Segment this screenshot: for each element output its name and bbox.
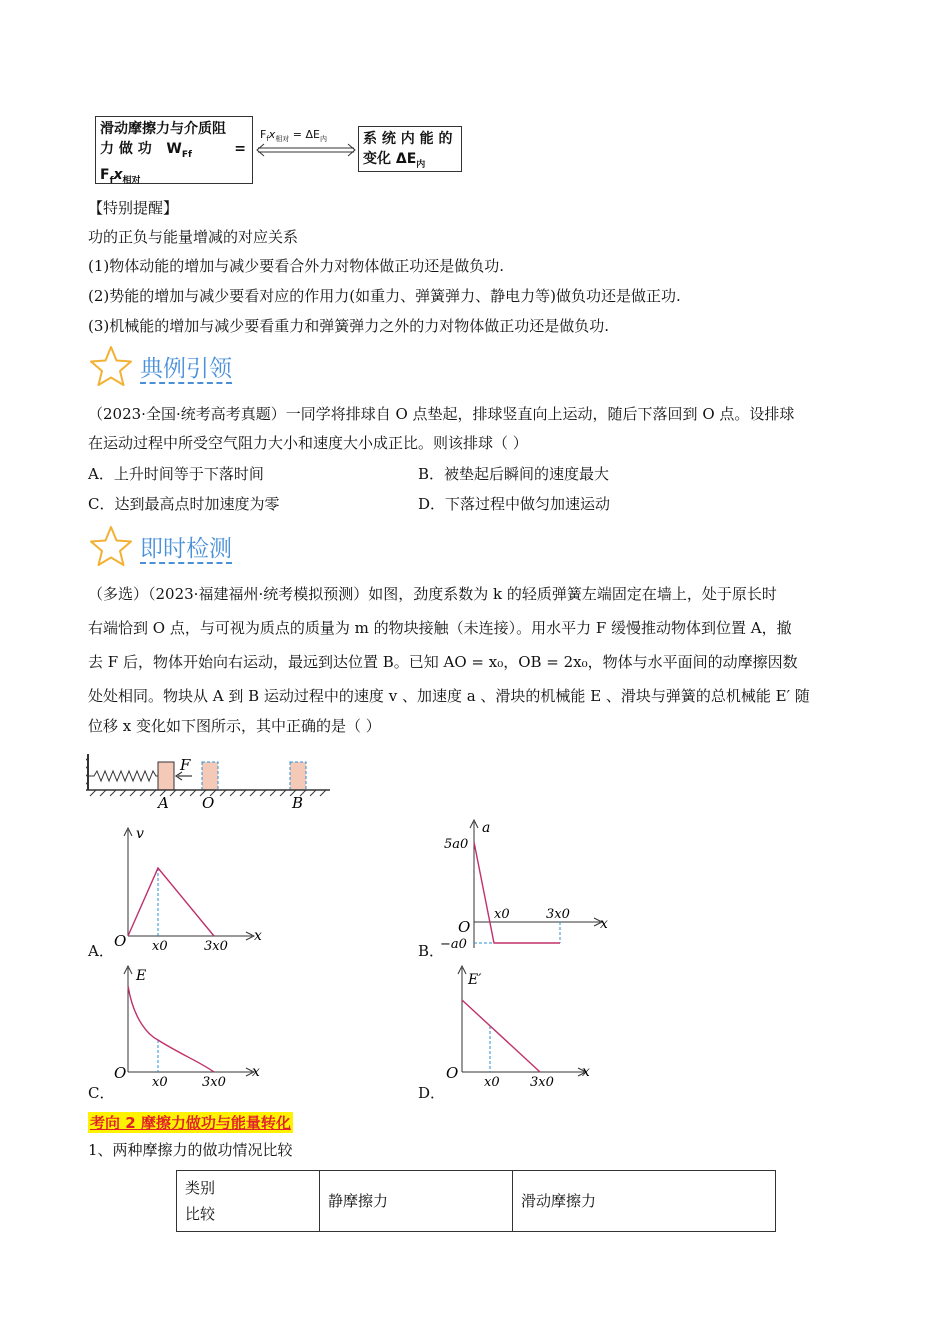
label-a: A (158, 794, 169, 812)
graph-a-3x0: 3x0 (204, 939, 228, 954)
label-b: B (292, 794, 304, 812)
graph-b (436, 816, 616, 958)
table-header-category-line1: 类别 (185, 1179, 216, 1197)
friction-work-box (95, 116, 253, 184)
arrow-label-xsub: 相对 (275, 135, 290, 144)
friction-work-line2 (100, 139, 248, 165)
reminder-item-2: (2)势能的增加与减少要看对应的作用力(如重力、弹簧弹力、静电力等)做负功还是做正功. (88, 287, 681, 305)
friction-work-eq: = (234, 141, 246, 157)
table-header-static: 静摩擦力 (320, 1171, 513, 1232)
arrow-label-fsub: f (266, 135, 269, 144)
graph-d-xlabel: x (582, 1064, 590, 1080)
internal-energy-line2-text: 变化 ΔE (363, 151, 417, 167)
graph-c-ylabel: E (136, 968, 147, 984)
spring (88, 771, 158, 781)
graph-a-origin: O (114, 932, 127, 950)
friction-work-line1: 滑动摩擦力与介质阻 (100, 121, 226, 137)
block-at-o (202, 762, 218, 790)
friction-work-line2-text: 力 做 功 W (100, 141, 182, 157)
graph-b-x0: x0 (494, 907, 510, 922)
label-force-f: F (180, 756, 191, 774)
graph-c-curve (128, 986, 214, 1072)
graph-c-origin: O (114, 1064, 127, 1082)
graph-a-x0: x0 (152, 939, 168, 954)
block-at-b (290, 762, 306, 790)
question1-line2: 在运动过程中所受空气阻力大小和速度大小成正比。则该排球（ ） (88, 434, 528, 452)
question1-option-c[interactable]: C．达到最高点时加速度为零 (88, 495, 280, 513)
star-icon (88, 524, 134, 568)
question2-line3: 去 F 后，物体开始向右运动，最远到达位置 B。已知 AO = x₀，OB = 2x₀，物体与水平面间的动摩擦因数 (88, 653, 798, 671)
question2-option-a[interactable]: A． (88, 942, 114, 960)
internal-energy-line1: 系 统 内 能 的 (363, 131, 453, 147)
arrow-label-F: F (260, 128, 267, 141)
question2-line2: 右端恰到 O 点，与可视为质点的质量为 m 的物块接触（未连接）。用水平力 F 缓慢推动物体到位置 A，撤 (88, 619, 792, 637)
graph-d (442, 962, 602, 1096)
table-header-category-line2: 比较 (185, 1205, 216, 1223)
graph-c (110, 962, 270, 1096)
section-heading-check (88, 524, 288, 568)
section-heading-example-text: 典例引领 (140, 356, 232, 382)
question2-line5: 位移 x 变化如下图所示，其中正确的是（ ） (88, 717, 381, 735)
friction-work-line3-x: x (113, 166, 123, 183)
double-arrow (254, 128, 358, 162)
graph-b-curve (474, 842, 560, 943)
graph-d-x0: x0 (484, 1075, 500, 1090)
graph-a-curve (128, 868, 214, 936)
question1-line1: （2023·全国·统考高考真题）一同学将排球自 O 点垫起，排球竖直向上运动，随后下落回到 O 点。设排球 (88, 405, 795, 423)
friction-work-line2-sub: Ff (181, 149, 192, 160)
question2-line1: （多选）（2023·福建福州·统考模拟预测）如图，劲度系数为 k 的轻质弹簧左端固定在墙上，处于原长时 (88, 585, 777, 603)
reminder-item-1: (1)物体动能的增加与减少要看合外力对物体做正功还是做负功. (88, 257, 505, 275)
question1-option-a[interactable]: A．上升时间等于下落时间 (88, 465, 264, 483)
topic-tag: 考向 2 摩擦力做功与能量转化 (90, 1114, 291, 1132)
graph-d-curve (462, 1000, 540, 1072)
friction-work-line3-F: F (100, 166, 110, 183)
double-arrow-icon (254, 128, 358, 162)
graph-c-xlabel: x (252, 1064, 260, 1080)
comparison-subtitle: 1、两种摩擦力的做功情况比较 (88, 1141, 293, 1159)
graph-b-3x0: 3x0 (546, 907, 570, 922)
question2-line4: 处处相同。物块从 A 到 B 运动过程中的速度 v 、加速度 a 、滑块的机械能 E 、滑块与弹簧的总机械能 E′ 随 (88, 687, 810, 705)
graph-a-ylabel: v (136, 826, 144, 842)
spring-block-figure (86, 750, 336, 812)
arrow-label-eqsub: 内 (320, 135, 327, 144)
section-heading-example (88, 344, 288, 388)
friction-work-line3-fsub: f (109, 175, 114, 186)
friction-comparison-table (176, 1170, 776, 1232)
question2-option-d[interactable]: D． (418, 1084, 446, 1102)
reminder-item-3: (3)机械能的增加与减少要看重力和弹簧弹力之外的力对物体做正功还是做负功. (88, 317, 610, 335)
question1-option-d[interactable]: D．下落过程中做匀加速运动 (418, 495, 611, 513)
graph-a (110, 824, 270, 958)
graph-d-3x0: 3x0 (530, 1075, 554, 1090)
table-header-category (177, 1171, 320, 1232)
internal-energy-line2 (363, 149, 457, 175)
heading-underline (140, 382, 232, 384)
friction-work-line3-xsub: 相对 (122, 175, 141, 186)
question2-option-b[interactable]: B． (418, 942, 445, 960)
graph-b-neg-a0: −a0 (440, 937, 467, 952)
friction-work-line3 (100, 165, 248, 191)
graph-d-ylabel: E′ (468, 972, 482, 988)
graph-b-origin: O (458, 918, 471, 936)
label-o: O (202, 794, 215, 812)
graph-b-xlabel: x (600, 916, 608, 932)
arrow-label-x: x (268, 128, 276, 141)
graph-d-origin: O (446, 1064, 459, 1082)
internal-energy-line2-sub: 内 (416, 159, 426, 170)
graph-c-3x0: 3x0 (202, 1075, 226, 1090)
question1-option-b[interactable]: B．被垫起后瞬间的速度最大 (418, 465, 610, 483)
arrow-label-eq: = ΔE (289, 128, 320, 141)
table-header-sliding: 滑动摩擦力 (513, 1171, 776, 1232)
graph-a-xlabel: x (254, 928, 262, 944)
reminder-intro: 功的正负与能量增减的对应关系 (88, 228, 299, 246)
section-heading-check-text: 即时检测 (140, 536, 232, 562)
graph-b-5a0: 5a0 (444, 837, 469, 852)
internal-energy-box (358, 126, 462, 172)
graph-c-x0: x0 (152, 1075, 168, 1090)
block-at-a (158, 762, 174, 790)
reminder-title: 【特别提醒】 (88, 199, 179, 217)
table-row (177, 1171, 776, 1232)
question2-option-c[interactable]: C． (88, 1084, 115, 1102)
star-icon (88, 344, 134, 388)
graph-b-ylabel: a (482, 820, 491, 836)
heading-underline (140, 562, 232, 564)
